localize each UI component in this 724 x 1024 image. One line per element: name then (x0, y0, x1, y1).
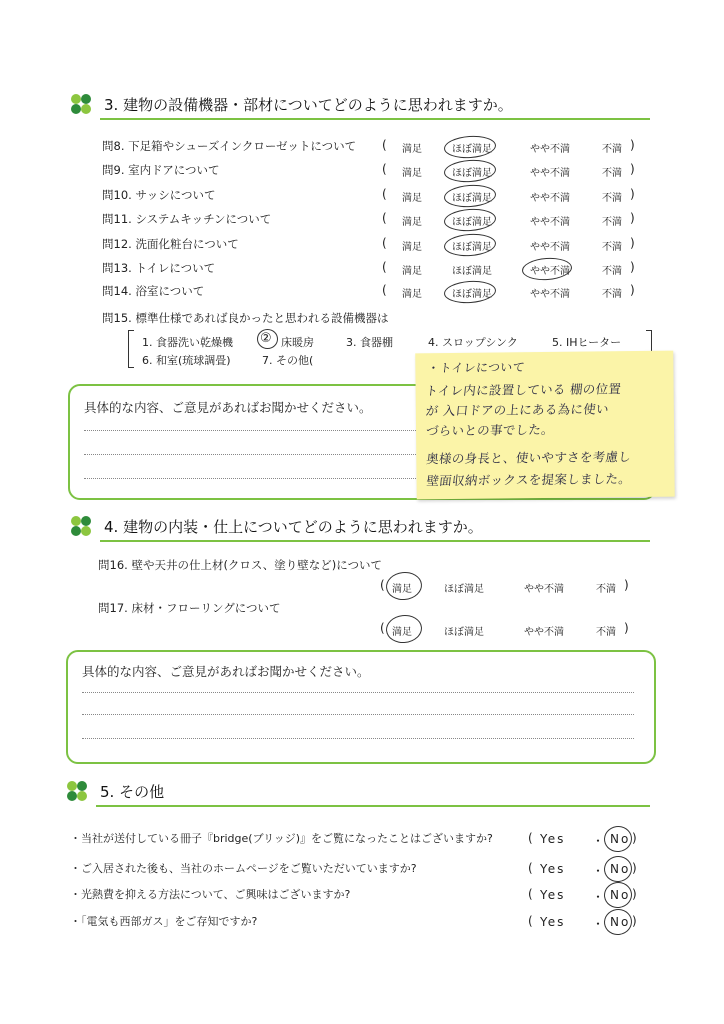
q15-item-2-number[interactable]: ② (260, 331, 272, 346)
rating-option[interactable]: ほぼ満足 (452, 193, 492, 204)
close-paren: ) (630, 211, 635, 225)
open-paren: ( (382, 162, 387, 176)
section5-rule (96, 805, 650, 807)
open-paren: ( (528, 914, 533, 928)
q15-item-1[interactable]: 1. 食器洗い乾燥機 (142, 336, 233, 349)
yes-option[interactable]: Yes (540, 888, 566, 902)
rating-option[interactable]: 不満 (602, 289, 622, 300)
question-label: 問17. 床材・フローリングについて (98, 601, 281, 615)
question-label: 問9. 室内ドアについて (102, 163, 220, 177)
question-label: 問16. 壁や天井の仕上材(クロス、塗り壁など)について (98, 558, 383, 572)
rating-option[interactable]: 満足 (402, 266, 422, 277)
rating-option[interactable]: やや不満 (530, 266, 570, 277)
rating-option[interactable]: やや不満 (530, 168, 570, 179)
rating-option[interactable]: やや不満 (524, 627, 564, 638)
note-line-6: 壁面収納ボックスを提案しました。 (425, 471, 632, 489)
rating-option[interactable]: 不満 (602, 144, 622, 155)
question-label: 問10. サッシについて (102, 188, 216, 202)
note-line-4: づらいとの事でした。 (425, 421, 555, 439)
rating-option[interactable]: 満足 (402, 193, 422, 204)
selected-circle (443, 158, 496, 184)
open-paren: ( (380, 621, 385, 635)
selected-circle (443, 207, 496, 233)
close-paren: ) (624, 621, 629, 635)
rating-option[interactable]: ほぼ満足 (452, 289, 492, 300)
yn-separator: ・ (592, 917, 607, 931)
section5-header (66, 777, 650, 811)
rating-option[interactable]: やや不満 (530, 193, 570, 204)
selected-circle (602, 824, 633, 854)
sticky-note (415, 351, 675, 500)
rating-option[interactable]: 不満 (596, 627, 616, 638)
selected-circle (602, 907, 633, 937)
section4-header (70, 512, 650, 546)
rating-option[interactable]: 満足 (402, 144, 422, 155)
close-paren: ) (630, 138, 635, 152)
question-label: 問13. トイレについて (102, 261, 216, 275)
question-label: 問12. 洗面化粧台について (102, 237, 239, 251)
rating-option[interactable]: ほぼ満足 (452, 242, 492, 253)
section4-title: 4. 建物の内装・仕上についてどのように思われますか。 (104, 518, 483, 536)
close-paren: ) (632, 914, 637, 928)
question-label: 問11. システムキッチンについて (102, 212, 272, 226)
yn-separator: ・ (592, 834, 607, 848)
note-line-1: ・トイレについて (426, 360, 526, 376)
no-option[interactable]: No (610, 915, 631, 929)
rating-option[interactable]: やや不満 (530, 144, 570, 155)
clover-icon (66, 780, 88, 802)
rating-option[interactable]: やや不満 (524, 584, 564, 595)
rating-option[interactable]: ほぼ満足 (444, 627, 484, 638)
rating-option[interactable]: 満足 (402, 217, 422, 228)
rating-option[interactable]: ほぼ満足 (452, 217, 492, 228)
close-paren: ) (630, 236, 635, 250)
section3-title: 3. 建物の設備機器・部材についてどのように思われますか。 (104, 96, 513, 114)
open-paren: ( (380, 578, 385, 592)
rating-option[interactable]: 不満 (596, 584, 616, 595)
selected-circle (602, 854, 633, 884)
q15-label: 問15. 標準仕様であれば良かったと思われる設備機器は (102, 311, 389, 325)
rating-option[interactable]: ほぼ満足 (452, 144, 492, 155)
q15-item-5[interactable]: 5. IHヒーター (552, 336, 622, 349)
yes-option[interactable]: Yes (540, 832, 566, 846)
no-option[interactable]: No (610, 888, 631, 902)
selected-circle (443, 232, 496, 258)
comment-line (82, 738, 634, 739)
rating-option[interactable]: 不満 (602, 217, 622, 228)
selected-circle (443, 134, 496, 160)
q15-item-4[interactable]: 4. スロップシンク (428, 336, 518, 349)
rating-option[interactable]: 満足 (402, 242, 422, 253)
open-paren: ( (382, 283, 387, 297)
selected-circle (385, 613, 424, 645)
close-paren: ) (630, 162, 635, 176)
yn-separator: ・ (592, 890, 607, 904)
rating-option[interactable]: 不満 (602, 168, 622, 179)
rating-option[interactable]: 満足 (402, 289, 422, 300)
rating-option[interactable]: 満足 (402, 168, 422, 179)
q15-item-2[interactable]: 床暖房 (281, 336, 314, 349)
selected-circle (443, 183, 496, 209)
rating-option[interactable]: ほぼ満足 (452, 266, 492, 277)
q15-item-6[interactable]: 6. 和室(琉球調畳) (142, 354, 231, 367)
open-paren: ( (382, 138, 387, 152)
open-paren: ( (382, 187, 387, 201)
no-option[interactable]: No (610, 832, 631, 846)
rating-option[interactable]: 満足 (392, 627, 412, 638)
rating-option[interactable]: やや不満 (530, 289, 570, 300)
clover-icon (70, 93, 92, 115)
close-paren: ) (632, 861, 637, 875)
question-label: ・「電気も西部ガス」をご存知ですか? (70, 915, 258, 928)
rating-option[interactable]: 不満 (602, 242, 622, 253)
section3-header (70, 90, 650, 124)
rating-option[interactable]: ほぼ満足 (444, 584, 484, 595)
open-paren: ( (528, 887, 533, 901)
yes-option[interactable]: Yes (540, 862, 566, 876)
note-line-2: トイレ内に設置している 棚の位置 (424, 381, 622, 399)
comment-line (82, 714, 634, 715)
question-label: ・ご入居された後も、当社のホームページをご覧いただいていますか? (70, 862, 417, 875)
q15-item-3[interactable]: 3. 食器棚 (346, 336, 393, 349)
close-paren: ) (632, 831, 637, 845)
selected-circle (443, 279, 496, 305)
section4-rule (100, 540, 650, 542)
section5-title: 5. その他 (100, 783, 165, 801)
yes-option[interactable]: Yes (540, 915, 566, 929)
q15-item-7[interactable]: 7. その他( (262, 354, 314, 367)
rating-option[interactable]: 満足 (392, 584, 412, 595)
section3-comment-label: 具体的な内容、ご意見があればお聞かせください。 (84, 400, 372, 415)
section4-comment-box[interactable] (66, 650, 656, 764)
q15-bracket-left (128, 330, 134, 368)
comment-line (82, 692, 634, 693)
yn-separator: ・ (592, 864, 607, 878)
open-paren: ( (382, 211, 387, 225)
open-paren: ( (382, 236, 387, 250)
open-paren: ( (528, 861, 533, 875)
question-label: ・光熱費を抑える方法について、ご興味はございますか? (70, 888, 351, 901)
selected-circle (521, 256, 572, 281)
question-label: 問14. 浴室について (102, 284, 205, 298)
section3-rule (100, 118, 650, 120)
rating-option[interactable]: 不満 (602, 266, 622, 277)
note-line-3: が 入口ドアの上にある為に使い (425, 401, 610, 419)
question-label: 問8. 下足箱やシューズインクローゼットについて (102, 139, 357, 153)
section4-comment-label: 具体的な内容、ご意見があればお聞かせください。 (82, 664, 370, 679)
close-paren: ) (632, 887, 637, 901)
rating-option[interactable]: やや不満 (530, 217, 570, 228)
rating-option[interactable]: 不満 (602, 193, 622, 204)
open-paren: ( (528, 831, 533, 845)
close-paren: ) (630, 260, 635, 274)
close-paren: ) (630, 283, 635, 297)
question-label: ・当社が送付している冊子『bridge(ブリッジ)』をご覧になったことはございますか? (70, 832, 493, 845)
rating-option[interactable]: やや不満 (530, 242, 570, 253)
close-paren: ) (630, 187, 635, 201)
open-paren: ( (382, 260, 387, 274)
note-line-5: 奥様の身長と、使いやすさを考慮し (425, 449, 632, 467)
selected-circle (602, 880, 633, 910)
clover-icon (70, 515, 92, 537)
selected-circle (385, 570, 424, 602)
rating-option[interactable]: ほぼ満足 (452, 168, 492, 179)
close-paren: ) (624, 578, 629, 592)
no-option[interactable]: No (610, 862, 631, 876)
